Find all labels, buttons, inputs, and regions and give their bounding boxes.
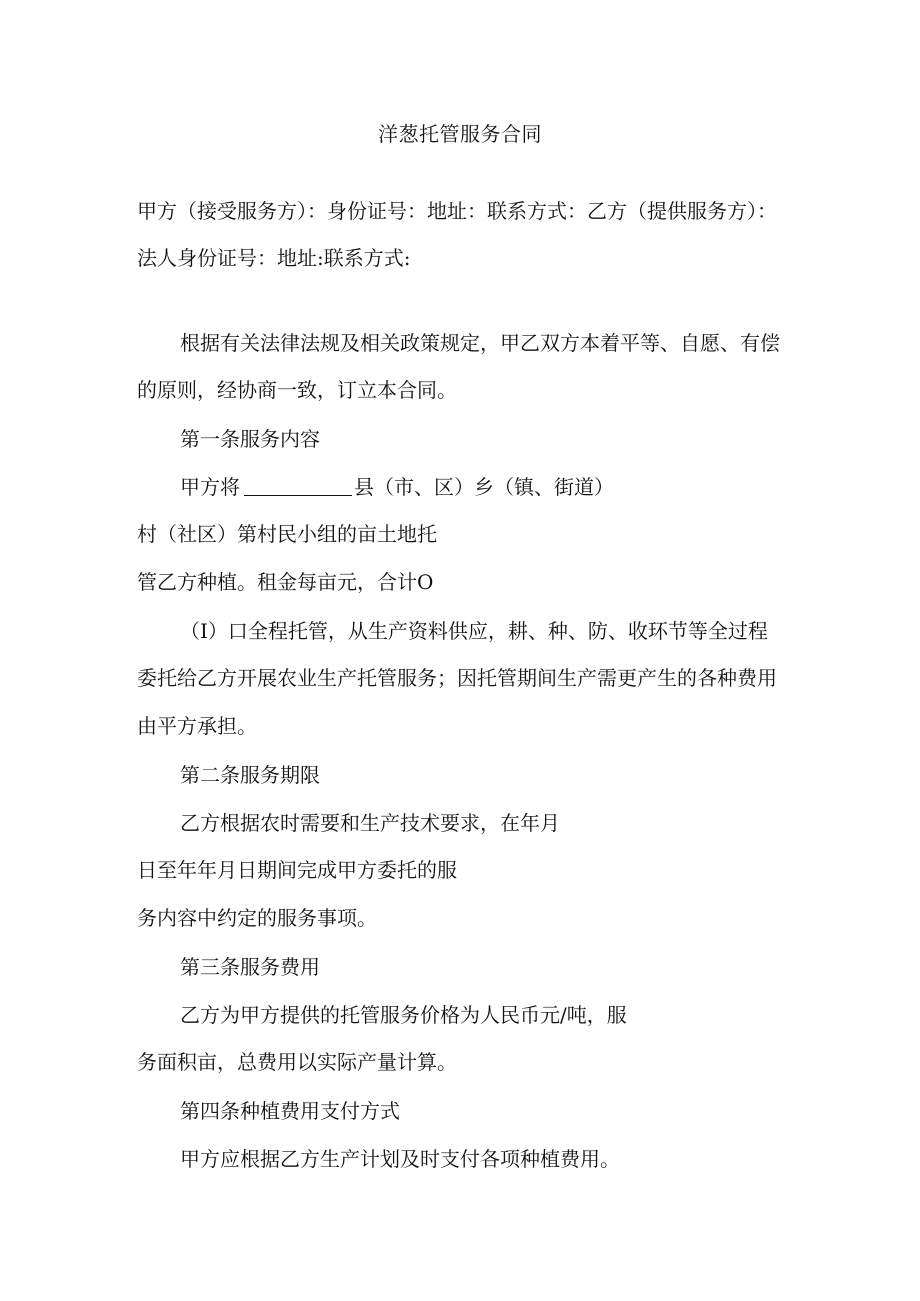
article-1-item-1-line-3: 由平方承担。 — [137, 714, 257, 738]
article-1-line-1-suffix: 县（市、区）乡（镇、街道） — [354, 475, 614, 499]
article-1-line-1 — [180, 473, 614, 501]
document-title: 洋葱托管服务合同 — [378, 122, 542, 146]
article-1-item-1-line-1: （I）口全程托管，从生产资料供应，耕、种、防、收环节等全过程 — [180, 619, 768, 643]
article-2-line-1: 乙方根据农时需要和生产技术要求，在年月 — [180, 811, 560, 835]
preamble-line-2: 的原则，经协商一致，订立本合同。 — [137, 378, 457, 402]
article-1-line-2: 村（社区）第村民小组的亩土地托 — [137, 522, 437, 546]
article-1-line-1-prefix: 甲方将 — [180, 475, 240, 499]
article-3-heading: 第三条服务费用 — [180, 955, 320, 979]
fill-in-blank — [244, 477, 352, 496]
article-1-heading: 第一条服务内容 — [180, 427, 320, 451]
article-4-heading: 第四条种植费用支付方式 — [180, 1099, 400, 1123]
article-1-item-1-line-2: 委托给乙方开展农业生产托管服务；因托管期间生产需更产生的各种费用 — [137, 666, 777, 690]
article-2-heading: 第二条服务期限 — [180, 763, 320, 787]
article-4-line-1: 甲方应根据乙方生产计划及时支付各项种植费用。 — [180, 1147, 620, 1171]
article-2-line-2: 日至年年月日期间完成甲方委托的服 — [137, 858, 457, 882]
article-2-line-3: 务内容中约定的服务事项。 — [137, 906, 377, 930]
parties-line-1: 甲方（接受服务方）：身份证号：地址：联系方式：乙方（提供服务方）： — [137, 199, 777, 223]
parties-line-2: 法人身份证号：地址:联系方式: — [137, 246, 411, 270]
article-1-line-3: 管乙方种植。租金每亩元，合计O — [137, 570, 434, 594]
article-3-line-1: 乙方为甲方提供的托管服务价格为人民币元/吨，服 — [180, 1003, 627, 1027]
article-3-line-2: 务面积亩，总费用以实际产量计算。 — [137, 1050, 457, 1074]
preamble-line-1: 根据有关法律法规及相关政策规定，甲乙双方本着平等、自愿、有偿 — [180, 331, 780, 355]
